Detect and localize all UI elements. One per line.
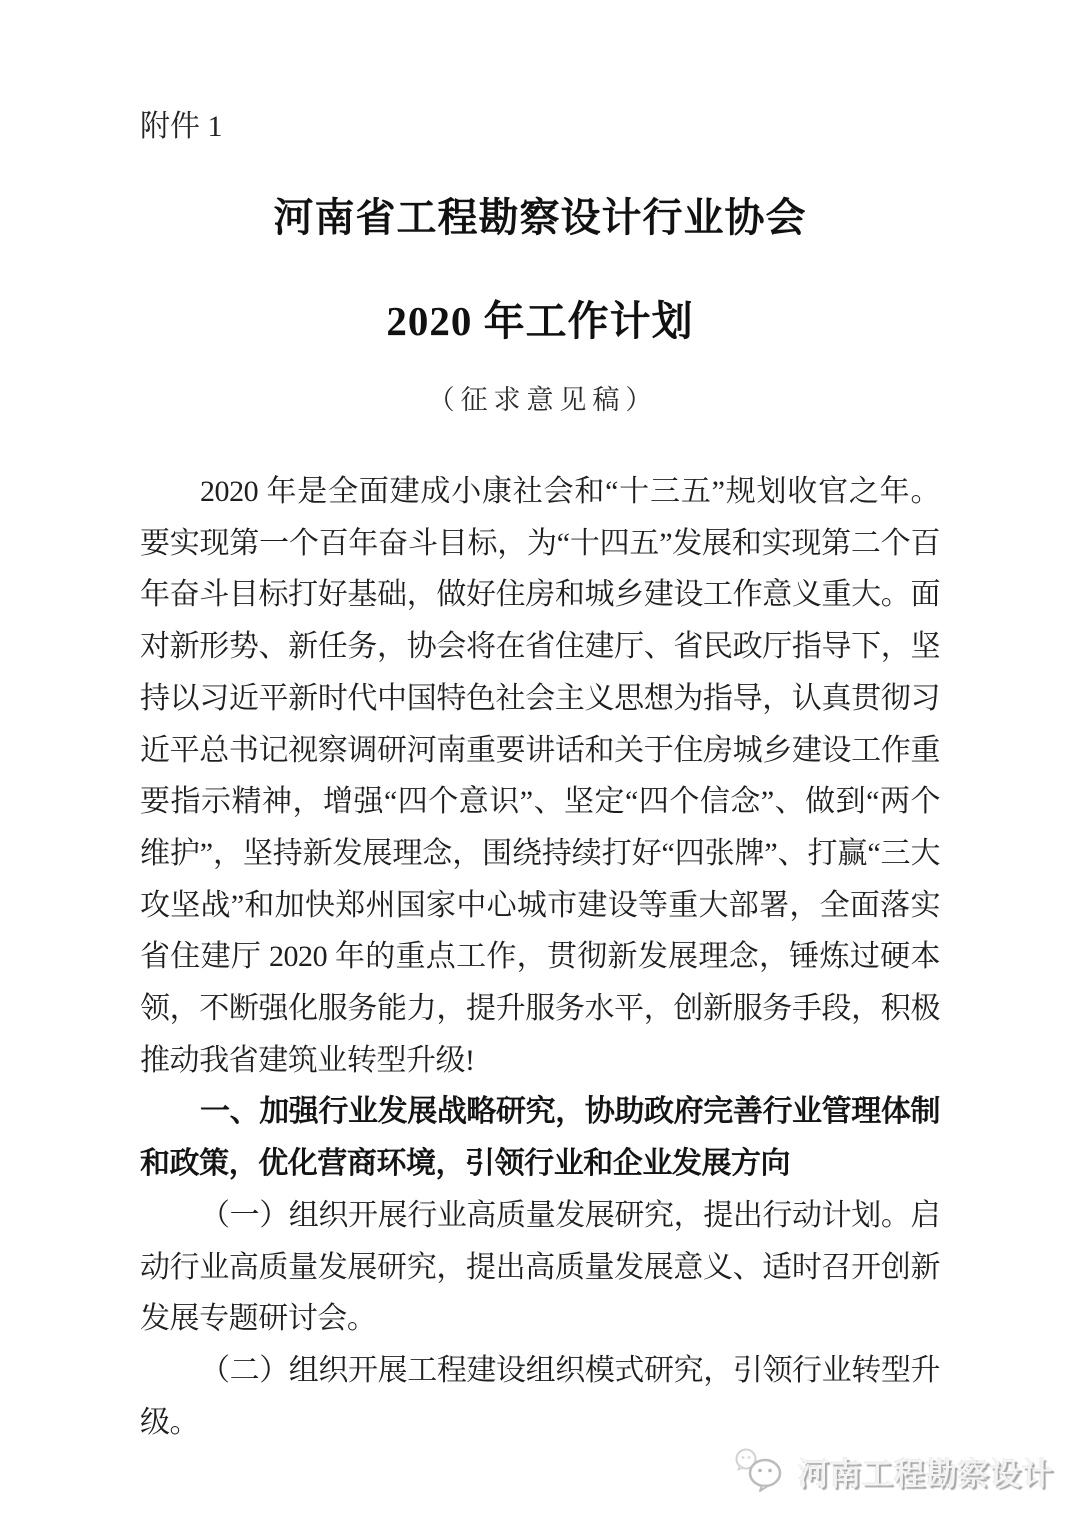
document-title: 河南省工程勘察设计行业协会 xyxy=(273,195,807,240)
paragraph: 2020 年是全面建成小康社会和“十三五”规划收官之年。要实现第一个百年奋斗目标，为“十四五”发展和实现第二个百年奋斗目标打好基础，做好住房和城乡建设工作意义重大。面对新形势、新任务，协会将在省住建厅、省民政厅指导下，坚持以习近平新时代中国特色社会主义思想为指导，认真贯彻习近平总书记视察调研河南重要讲话和关于住房城乡建设工作重要指示精神，增强“四个意识”、坚定“四个信念”、做到“两个维护”，坚持新发展理念，围绕持续打好“四张牌”、打赢“三大攻坚战”和加快郑州国家中心城市建设等重大部署，全面落实省住建厅 2020 年的重点工作，贯彻新发展理念，锤炼过硬本领，不断强化服务能力，提升服务水平，创新服务手段，积极推动我省建筑业转型升级! xyxy=(140,475,940,1077)
watermark-text: 河南工程勘察设计 xyxy=(798,1456,1054,1492)
document-subtitle: 2020 年工作计划 xyxy=(386,298,694,344)
paragraph: （二）组织开展工程建设组织模式研究，引领行业转型升级。 xyxy=(140,1353,940,1439)
draft-note: （征求意见稿） xyxy=(427,385,659,415)
footer-watermark xyxy=(732,1447,1054,1495)
paragraph: 一、加强行业发展战略研究，协助政府完善行业管理体制和政策，优化营商环境，引领行业和企业发展方向 xyxy=(140,1095,940,1181)
wechat-icon xyxy=(732,1447,790,1495)
document-body xyxy=(140,466,940,1448)
paragraph: （一）组织开展行业高质量发展研究，提出行动计划。启动行业高质量发展研究，提出高质量发展意义、适时召开创新发展专题研讨会。 xyxy=(140,1198,940,1336)
attachment-label: 附件 1 xyxy=(140,110,223,143)
